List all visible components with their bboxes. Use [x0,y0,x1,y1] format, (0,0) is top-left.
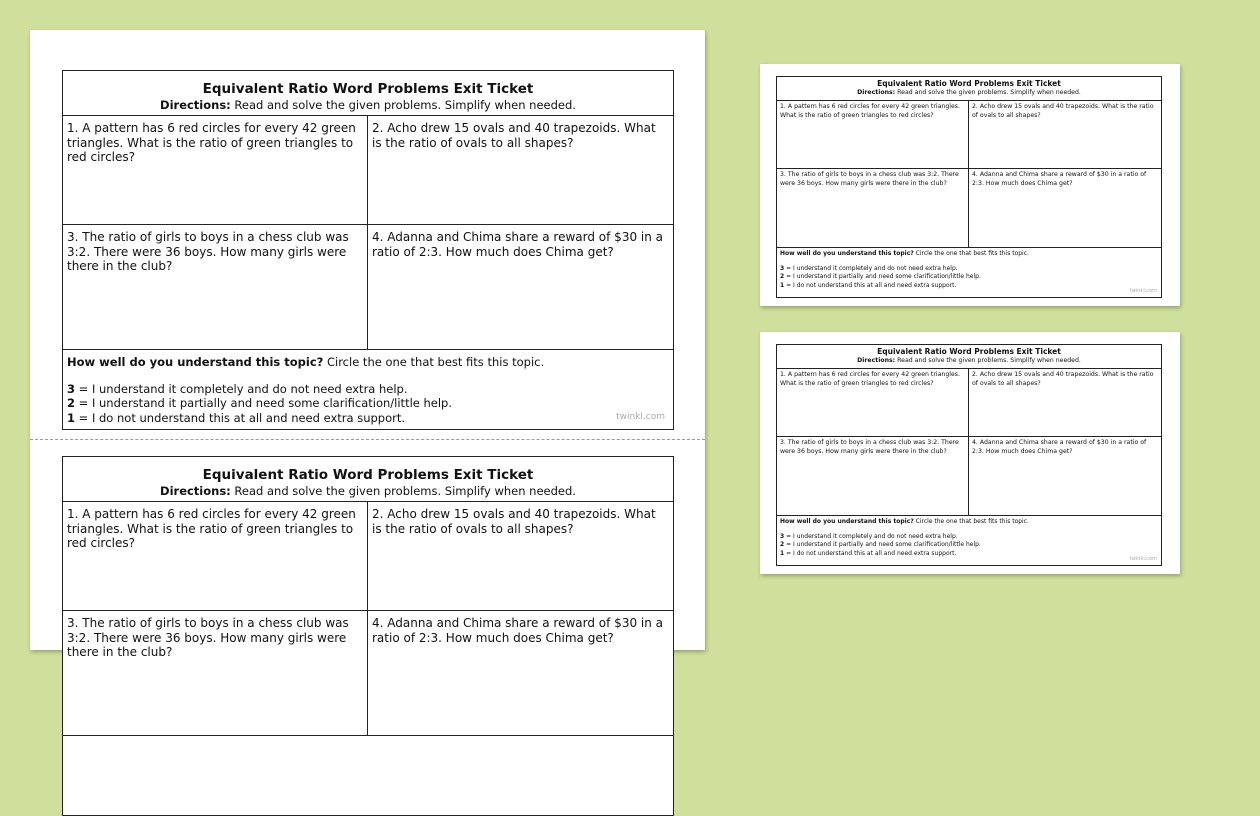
twinkl-logo: twinkl.com [1129,287,1157,294]
ticket-title: Equivalent Ratio Word Problems Exit Ticket [877,79,1061,88]
ticket-directions: Directions: Read and solve the given problems. Simplify when needed. [857,89,1081,96]
question-1: 1. A pattern has 6 red circles for every 42 green triangles. What is the ratio of green triangles to red circles? [777,369,969,437]
question-4: 4. Adanna and Chima share a reward of $30 in a ratio of 2:3. How much does Chima get? [969,169,1161,248]
question-3: 3. The ratio of girls to boys in a chess club was 3:2. There were 36 boys. How many girls were there in the club? [777,437,969,516]
twinkl-logo: twinkl.com [616,411,665,422]
question-3: 3. The ratio of girls to boys in a chess club was 3:2. There were 36 boys. How many girls were there in the club? [63,611,368,736]
ticket-title: Equivalent Ratio Word Problems Exit Ticket [877,347,1061,356]
scale-3: 3 = I understand it completely and do not need extra help. [67,381,408,396]
question-4: 4. Adanna and Chima share a reward of $30 in a ratio of 2:3. How much does Chima get? [969,437,1161,516]
cut-line [30,439,705,440]
question-2: 2. Acho drew 15 ovals and 40 trapezoids. What is the ratio of ovals to all shapes? [368,116,673,225]
exit-ticket-top [62,70,674,430]
large-worksheet-preview [30,30,705,659]
scale-2: 2 = I understand it partially and need some clarification/little help. [67,396,453,410]
self-assessment: How well do you understand this topic? Circle the one that best fits this topic. 3 = I understand it completely and do not need extra help. 2 = I understand it partially and need some clarification/little help. 1 = I do not understand this at all and need extra support. twinkl.com [63,350,673,428]
scale-1: 1 = I do not understand this at all and need extra support. [67,410,406,425]
small-worksheet-preview-1 [760,64,1180,306]
ticket-header [63,457,673,502]
question-2: 2. Acho drew 15 ovals and 40 trapezoids. What is the ratio of ovals to all shapes? [969,369,1161,437]
ticket-directions: Directions: Read and solve the given problems. Simplify when needed. [160,98,576,112]
self-assessment: How well do you understand this topic? Circle the one that best fits this topic. 3 = I understand it completely and do not need extra help. 2 = I understand it partially and need some clarification/little help. 1 = I do not understand this at all and need extra support. twinkl.com [780,518,1157,562]
question-3: 3. The ratio of girls to boys in a chess club was 3:2. There were 36 boys. How many girls were there in the club? [777,169,969,248]
question-1: 1. A pattern has 6 red circles for every 42 green triangles. What is the ratio of green triangles to red circles? [777,101,969,169]
ticket-directions: Directions: Read and solve the given problems. Simplify when needed. [160,484,576,498]
twinkl-logo: twinkl.com [1129,555,1157,562]
question-2: 2. Acho drew 15 ovals and 40 trapezoids. What is the ratio of ovals to all shapes? [368,502,673,611]
ticket-title: Equivalent Ratio Word Problems Exit Ticket [202,81,534,97]
question-1: 1. A pattern has 6 red circles for every 42 green triangles. What is the ratio of green triangles to red circles? [63,502,368,611]
ticket-header [63,71,673,116]
scale-1: 1 = I do not understand this at all and need extra support. [780,549,957,557]
scale-3: 3 = I understand it completely and do not need extra help. [780,532,958,540]
scale-1: 1 = I do not understand this at all and need extra support. [780,281,957,289]
ticket-header [777,345,1161,369]
exit-ticket [776,344,1162,566]
scale-2: 2 = I understand it partially and need some clarification/little help. [780,541,981,548]
exit-ticket-bottom [62,456,674,816]
self-assessment: How well do you understand this topic? Circle the one that best fits this topic. 3 = I understand it completely and do not need extra help. 2 = I understand it partially and need some clarification/little help. 1 = I do not understand this at all and need extra support. twinkl.com [780,250,1157,294]
question-1: 1. A pattern has 6 red circles for every 42 green triangles. What is the ratio of green triangles to red circles? [63,116,368,225]
small-worksheet-preview-2 [760,332,1180,574]
exit-ticket [776,76,1162,298]
ticket-title: Equivalent Ratio Word Problems Exit Ticket [202,467,534,483]
question-2: 2. Acho drew 15 ovals and 40 trapezoids. What is the ratio of ovals to all shapes? [969,101,1161,169]
ticket-directions: Directions: Read and solve the given problems. Simplify when needed. [857,357,1081,364]
ticket-header [777,77,1161,101]
scale-3: 3 = I understand it completely and do not need extra help. [780,264,958,272]
question-3: 3. The ratio of girls to boys in a chess club was 3:2. There were 36 boys. How many girls were there in the club? [63,225,368,350]
scale-2: 2 = I understand it partially and need some clarification/little help. [780,273,981,280]
question-4: 4. Adanna and Chima share a reward of $30 in a ratio of 2:3. How much does Chima get? [368,611,673,736]
question-4: 4. Adanna and Chima share a reward of $30 in a ratio of 2:3. How much does Chima get? [368,225,673,350]
